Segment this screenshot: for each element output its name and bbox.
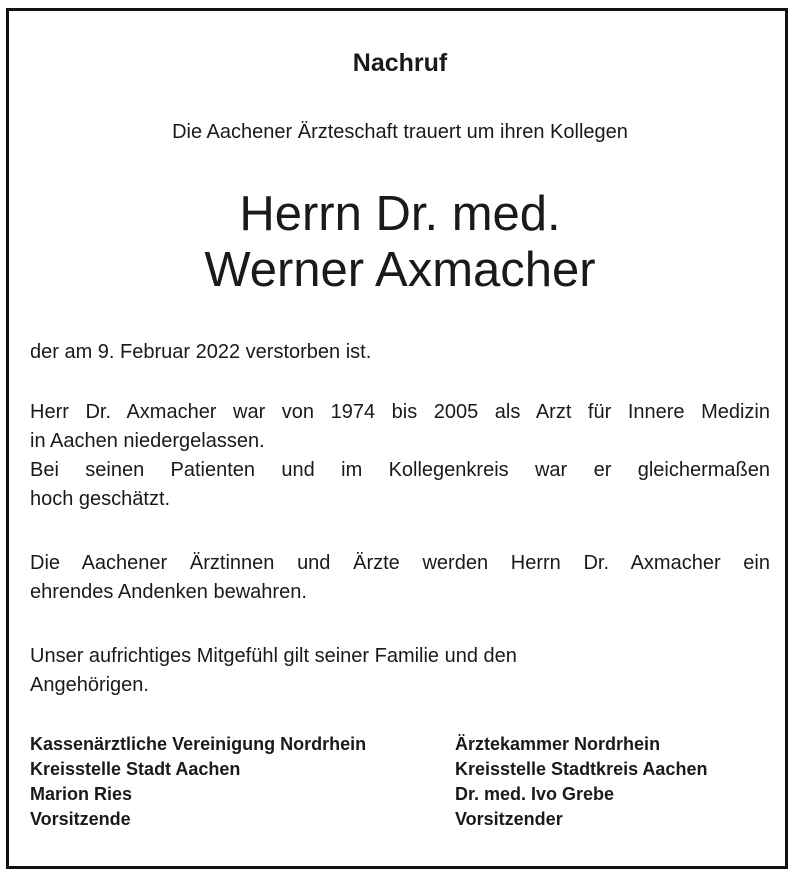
esteem-line-2: hoch geschätzt. <box>30 488 171 510</box>
obituary-heading: Nachruf <box>352 49 448 77</box>
sympathy-paragraph <box>30 642 770 700</box>
signatory-left-office: Kreisstelle Stadt Aachen <box>30 759 241 779</box>
signatory-left-person: Marion Ries <box>30 784 133 804</box>
memory-line-2: ehrendes Andenken bewahren. <box>30 581 307 603</box>
signatory-right-person: Dr. med. Ivo Grebe <box>455 784 615 804</box>
intro-line: Die Aachener Ärzteschaft trauert um ihren Kollegen <box>172 121 628 143</box>
signatory-right-office: Kreisstelle Stadtkreis Aachen <box>455 759 708 779</box>
signatory-right <box>455 732 707 832</box>
sympathy-line-1: Unser aufrichtiges Mitgefühl gilt seiner Familie und den <box>30 645 517 667</box>
deceased-name-line-2: Werner Axmacher <box>204 243 596 297</box>
death-date-paragraph <box>30 338 770 367</box>
deceased-name <box>30 186 770 298</box>
deceased-name-line-1: Herrn Dr. med. <box>239 187 561 241</box>
career-line-2: in Aachen niedergelassen. <box>30 430 265 452</box>
career-paragraph <box>30 398 770 514</box>
memory-line-1: Die Aachener Ärztinnen und Ärzte werden Herrn Dr. Axmacher ein <box>30 552 770 574</box>
esteem-line-1: Bei seinen Patienten und im Kollegenkreis war er gleichermaßen <box>30 459 770 481</box>
memory-paragraph <box>30 549 770 607</box>
sympathy-line-2: Angehörigen. <box>30 674 149 696</box>
signatory-left-role: Vorsitzende <box>30 809 131 829</box>
death-date-line: der am 9. Februar 2022 verstorben ist. <box>30 341 372 363</box>
career-line-1: Herr Dr. Axmacher war von 1974 bis 2005 als Arzt für Innere Medizin <box>30 401 770 423</box>
signatory-right-organization: Ärztekammer Nordrhein <box>455 734 661 754</box>
signatory-left <box>30 732 366 832</box>
signatory-left-organization: Kassenärztliche Vereinigung Nordrhein <box>30 734 367 754</box>
signatory-right-role: Vorsitzender <box>455 809 563 829</box>
